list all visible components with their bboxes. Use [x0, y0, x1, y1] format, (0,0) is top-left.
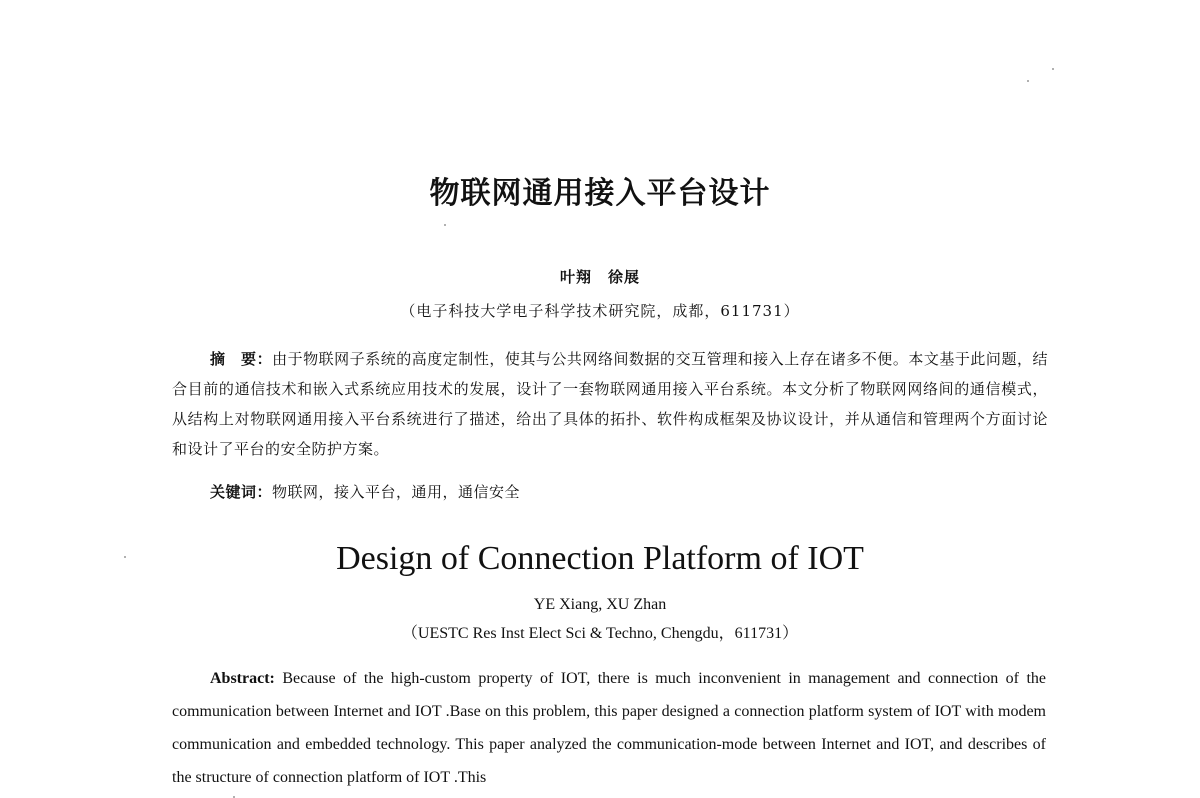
english-abstract — [172, 662, 1046, 794]
chinese-abstract-label: 摘 要： — [210, 350, 273, 368]
chinese-affiliation: （电子科技大学电子科学技术研究院，成都，611731） — [400, 302, 800, 320]
scan-speck — [1052, 68, 1054, 70]
chinese-keywords — [210, 480, 520, 504]
english-title: Design of Connection Platform of IOT — [336, 540, 864, 577]
english-abstract-text: Because of the high-custom property of IOT, there is much inconvenient in management and connection of the communication between Internet and IOT .Base on this problem, this paper designed a connection platform system of IOT with modem communication and embedded technology. This paper analyzed the communication-mode between Internet and IOT, and describes of the structure of connection platform of IOT .This — [172, 670, 1046, 786]
chinese-keywords-label: 关键词： — [210, 483, 273, 501]
scan-speck — [124, 556, 126, 558]
chinese-title: 物联网通用接入平台设计 — [429, 176, 771, 211]
scan-speck — [1027, 80, 1029, 82]
chinese-abstract-text: 由于物联网子系统的高度定制性，使其与公共网络间数据的交互管理和接入上存在诸多不便。本文基于此问题，结合目前的通信技术和嵌入式系统应用技术的发展，设计了一套物联网通用接入平台系统。本文分析了物联网网络间的通信模式，从结构上对物联网通用接入平台系统进行了描述，给出了具体的拓扑、软件构成框架及协议设计，并从通信和管理两个方面讨论和设计了平台的安全防护方案。 — [172, 350, 1048, 458]
english-affiliation: （UESTC Res Inst Elect Sci & Techno, Chengdu，611731） — [401, 625, 799, 642]
english-abstract-label: Abstract: — [210, 670, 275, 687]
chinese-abstract — [172, 344, 1048, 464]
chinese-authors: 叶翔 徐展 — [559, 268, 640, 286]
scan-speck — [444, 224, 446, 226]
english-authors: YE Xiang, XU Zhan — [533, 596, 667, 613]
chinese-keywords-text: 物联网，接入平台，通用，通信安全 — [272, 483, 521, 501]
